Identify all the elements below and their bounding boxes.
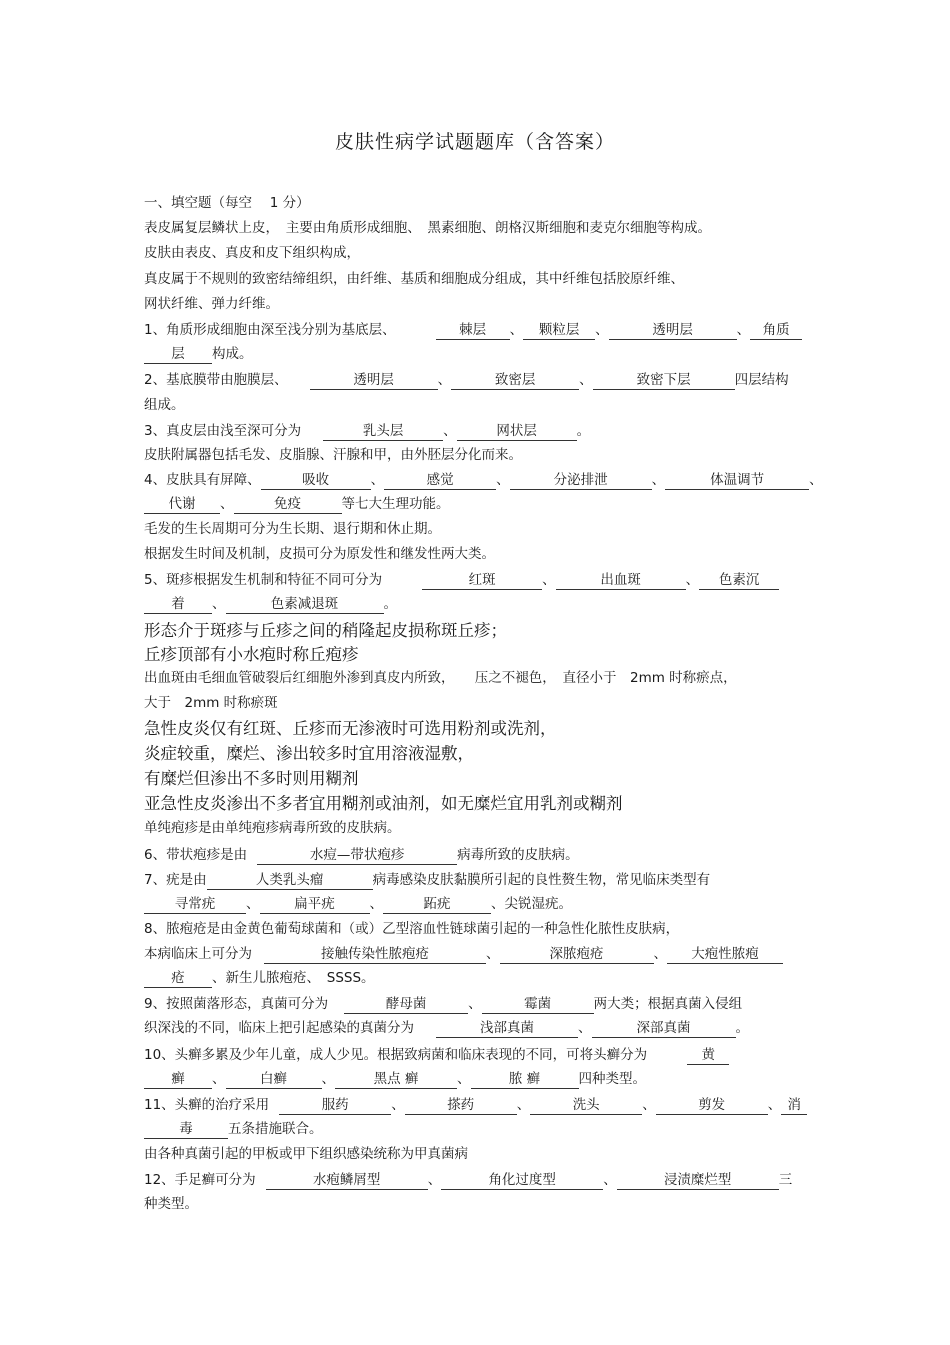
text-line: [144, 743, 809, 765]
text-line: [144, 845, 809, 865]
line-text: 有糜烂但渗出不多时则用糊剂: [144, 769, 359, 788]
text-line: [144, 620, 809, 642]
text-line: [144, 1144, 809, 1164]
answer-blank: 代谢: [144, 496, 220, 514]
text-line: [144, 1018, 809, 1038]
answer-blank: 乳头层: [323, 423, 443, 441]
line-text: 。: [576, 423, 591, 439]
answer-blank: 色素减退斑: [226, 596, 384, 614]
line-text: 等七大生理功能。: [341, 496, 450, 512]
text-line: [144, 570, 809, 590]
text-line: [144, 1170, 809, 1190]
answer-blank: 癣: [144, 1071, 212, 1089]
line-text: 种类型。: [144, 1196, 198, 1212]
answer-blank: 网状层: [457, 423, 577, 441]
answer-blank: 体温调节: [665, 472, 809, 490]
answer-blank: 寻常疣: [144, 896, 246, 914]
line-text: 5、斑疹根据发生机制和特征不同可分为: [144, 572, 383, 588]
text-line: [144, 768, 809, 790]
line-text: 织深浅的不同，临床上把引起感染的真菌分为: [144, 1020, 414, 1036]
answer-blank: 深部真菌: [592, 1020, 736, 1038]
answer-blank: 深脓疱疮: [500, 946, 654, 964]
line-text: 、: [443, 423, 457, 439]
line-text: 一、填空题（每空 1 分）: [144, 195, 310, 211]
answer-blank: 水疱鳞屑型: [266, 1172, 428, 1190]
line-text: 、: [809, 472, 823, 488]
line-text: 、: [486, 946, 500, 962]
answer-blank: 浅部真菌: [436, 1020, 578, 1038]
text-line: [144, 1095, 809, 1115]
answer-blank: 疮: [144, 970, 212, 988]
text-line: [144, 870, 809, 890]
text-line: [144, 421, 809, 441]
answer-blank: 吸收: [261, 472, 371, 490]
text-line: [144, 944, 809, 964]
line-text: 、: [437, 372, 452, 388]
text-line: [144, 445, 809, 465]
text-line: [144, 1045, 809, 1065]
answer-blank: 消: [781, 1097, 807, 1115]
line-text: 表皮属复层鳞状上皮， 主要由角质形成细胞、 黑素细胞、朗格汉斯细胞和麦克尔细胞等构成。: [144, 220, 711, 236]
line-text: 单纯疱疹是由单纯疱疹病毒所致的皮肤病。: [144, 820, 401, 836]
text-line: [144, 320, 809, 340]
line-text: 、: [578, 1020, 592, 1036]
line-text: 病毒感染皮肤黏膜所引起的良性赘生物，常见临床类型有: [372, 872, 711, 888]
line-text: 、: [651, 472, 666, 488]
answer-blank: 扁平疣: [260, 896, 370, 914]
text-line: [144, 193, 809, 213]
text-line: [144, 894, 809, 914]
answer-blank: 层: [144, 346, 212, 364]
line-text: 丘疹顶部有小水疱时称丘疱疹: [144, 645, 359, 664]
answer-blank: 棘层: [436, 322, 510, 340]
line-text: 亚急性皮炎渗出不多者宜用糊剂或油剂，如无糜烂宜用乳剂或糊剂: [144, 794, 623, 813]
line-text: 、新生儿脓疱疮、 SSSS。: [212, 970, 375, 986]
line-text: 、: [767, 1097, 782, 1113]
answer-blank: 水痘—带状疱疹: [257, 847, 457, 865]
answer-blank: 大疱性脓疱: [667, 946, 783, 964]
line-text: 急性皮炎仅有红斑、丘疹而无渗液时可选用粉剂或洗剂，: [144, 719, 557, 738]
line-text: 、: [736, 322, 751, 338]
answer-blank: 角化过度型: [441, 1172, 603, 1190]
text-line: [144, 1119, 809, 1139]
answer-blank: 脓 癣: [471, 1071, 579, 1089]
line-text: 构成。: [212, 346, 253, 362]
line-text: 11、头癣的治疗采用: [144, 1097, 270, 1113]
text-line: [144, 370, 809, 390]
line-text: 由各种真菌引起的甲板或甲下组织感染统称为甲真菌病: [144, 1146, 468, 1162]
line-text: 大于 2mm 时称瘀斑: [144, 695, 278, 711]
text-line: [144, 994, 809, 1014]
answer-blank: 颗粒层: [523, 322, 595, 340]
line-text: 皮肤由表皮、真皮和皮下组织构成，: [144, 245, 360, 261]
line-text: 三: [778, 1172, 793, 1188]
line-text: 皮肤附属器包括毛发、皮脂腺、汗腺和甲，由外胚层分化而来。: [144, 447, 522, 463]
text-line: [144, 594, 809, 614]
answer-blank: 透明层: [609, 322, 737, 340]
line-text: 2、基底膜带由胞膜层、: [144, 372, 288, 388]
line-text: 炎症较重，糜烂、渗出较多时宜用溶液湿敷，: [144, 744, 474, 763]
text-line: [144, 793, 809, 815]
line-text: 、: [579, 372, 593, 388]
answer-blank: 人类乳头瘤: [207, 872, 373, 890]
text-line: [144, 1194, 809, 1214]
text-line: [144, 243, 809, 263]
answer-blank: 着: [144, 596, 212, 614]
answer-blank: 分泌排泄: [510, 472, 652, 490]
line-text: 7、疣是由: [144, 872, 207, 888]
line-text: 、: [542, 572, 556, 588]
answer-blank: 免疫: [234, 496, 342, 514]
text-line: [144, 294, 809, 314]
answer-blank: 浸渍糜烂型: [617, 1172, 779, 1190]
answer-blank: 霉菌: [482, 996, 594, 1014]
line-text: 、: [370, 472, 385, 488]
text-line: [144, 968, 809, 988]
line-text: 、: [246, 896, 260, 912]
answer-blank: 出血斑: [556, 572, 686, 590]
line-text: 出血斑由毛细血管破裂后红细胞外渗到真皮内所致， 压之不褪色， 直径小于 2mm 时称瘀点，: [144, 670, 737, 686]
line-text: 组成。: [144, 397, 185, 413]
line-text: 。: [735, 1020, 749, 1036]
text-line: [144, 470, 823, 490]
answer-blank: 白癣: [226, 1071, 322, 1089]
line-text: 四层结构: [734, 372, 789, 388]
line-text: 、尖锐湿疣。: [491, 896, 572, 912]
text-line: [144, 544, 809, 564]
line-text: 、: [468, 996, 482, 1012]
line-text: 、: [595, 322, 609, 338]
answer-blank: 洗头: [530, 1097, 642, 1115]
answer-blank: 酵母菌: [344, 996, 468, 1014]
line-text: 、: [603, 1172, 617, 1188]
text-line: [144, 718, 809, 740]
line-text: 、: [369, 896, 383, 912]
answer-blank: 黑点 癣: [335, 1071, 457, 1089]
line-text: 、: [642, 1097, 656, 1113]
line-text: 10、头癣多累及少年儿童，成人少见。根据致病菌和临床表现的不同，可将头癣分为: [144, 1047, 648, 1063]
answer-blank: 致密下层: [593, 372, 735, 390]
line-text: 。: [383, 596, 397, 612]
answer-blank: 角质: [750, 322, 802, 340]
line-text: 、: [516, 1097, 531, 1113]
text-line: [144, 1069, 809, 1089]
line-text: 4、皮肤具有屏障、: [144, 472, 261, 488]
answer-blank: 红斑: [422, 572, 542, 590]
line-text: 、: [509, 322, 524, 338]
line-text: 网状纤维、弹力纤维。: [144, 296, 279, 312]
line-text: 、: [457, 1071, 471, 1087]
line-text: 、: [653, 946, 667, 962]
line-text: 毛发的生长周期可分为生长期、退行期和休止期。: [144, 521, 441, 537]
text-line: [144, 218, 809, 238]
answer-blank: 服药: [279, 1097, 391, 1115]
answer-blank: 接触传染性脓疱疮: [264, 946, 486, 964]
line-text: 、: [685, 572, 700, 588]
answer-blank: 剪发: [656, 1097, 768, 1115]
line-text: 、: [212, 1071, 226, 1087]
document-title: 皮肤性病学试题题库（含答案）: [334, 131, 615, 153]
text-line: [144, 693, 809, 713]
line-text: 1、角质形成细胞由深至浅分别为基底层、: [144, 322, 396, 338]
line-text: 8、脓疱疮是由金黄色葡萄球菌和（或）乙型溶血性链球菌引起的一种急性化脓性皮肤病，: [144, 921, 680, 937]
line-text: 、: [427, 1172, 442, 1188]
line-text: 3、真皮层由浅至深可分为: [144, 423, 302, 439]
answer-blank: 毒: [144, 1121, 228, 1139]
text-line: [144, 494, 809, 514]
line-text: 6、带状疱疹是由: [144, 847, 248, 863]
text-line: [144, 818, 809, 838]
line-text: 本病临床上可分为: [144, 946, 252, 962]
line-text: 、: [496, 472, 510, 488]
text-line: [144, 269, 809, 289]
answer-blank: 色素沉: [699, 572, 779, 590]
text-line: [144, 344, 809, 364]
text-line: [144, 395, 809, 415]
line-text: 、: [321, 1071, 335, 1087]
line-text: 两大类；根据真菌入侵组: [593, 996, 743, 1012]
line-text: 12、手足癣可分为: [144, 1172, 256, 1188]
text-line: [144, 644, 809, 666]
line-text: 病毒所致的皮肤病。: [457, 847, 579, 863]
text-line: [144, 668, 809, 688]
line-text: 真皮属于不规则的致密结缔组织，由纤维、基质和细胞成分组成，其中纤维包括胶原纤维、: [144, 271, 684, 287]
answer-blank: 搽药: [405, 1097, 517, 1115]
text-line: [144, 519, 809, 539]
line-text: 四种类型。: [578, 1071, 646, 1087]
answer-blank: 透明层: [310, 372, 438, 390]
line-text: 、: [220, 496, 234, 512]
answer-blank: 感觉: [384, 472, 496, 490]
answer-blank: 跖疣: [383, 896, 491, 914]
text-line: [144, 919, 809, 939]
answer-blank: 致密层: [451, 372, 579, 390]
line-text: 五条措施联合。: [228, 1121, 323, 1137]
line-text: 形态介于斑疹与丘疹之间的稍隆起皮损称斑丘疹；: [144, 621, 507, 640]
line-text: 9、按照菌落形态，真菌可分为: [144, 996, 329, 1012]
line-text: 根据发生时间及机制，皮损可分为原发性和继发性两大类。: [144, 546, 495, 562]
line-text: 、: [212, 596, 226, 612]
answer-blank: 黄: [687, 1047, 729, 1065]
line-text: 、: [391, 1097, 405, 1113]
